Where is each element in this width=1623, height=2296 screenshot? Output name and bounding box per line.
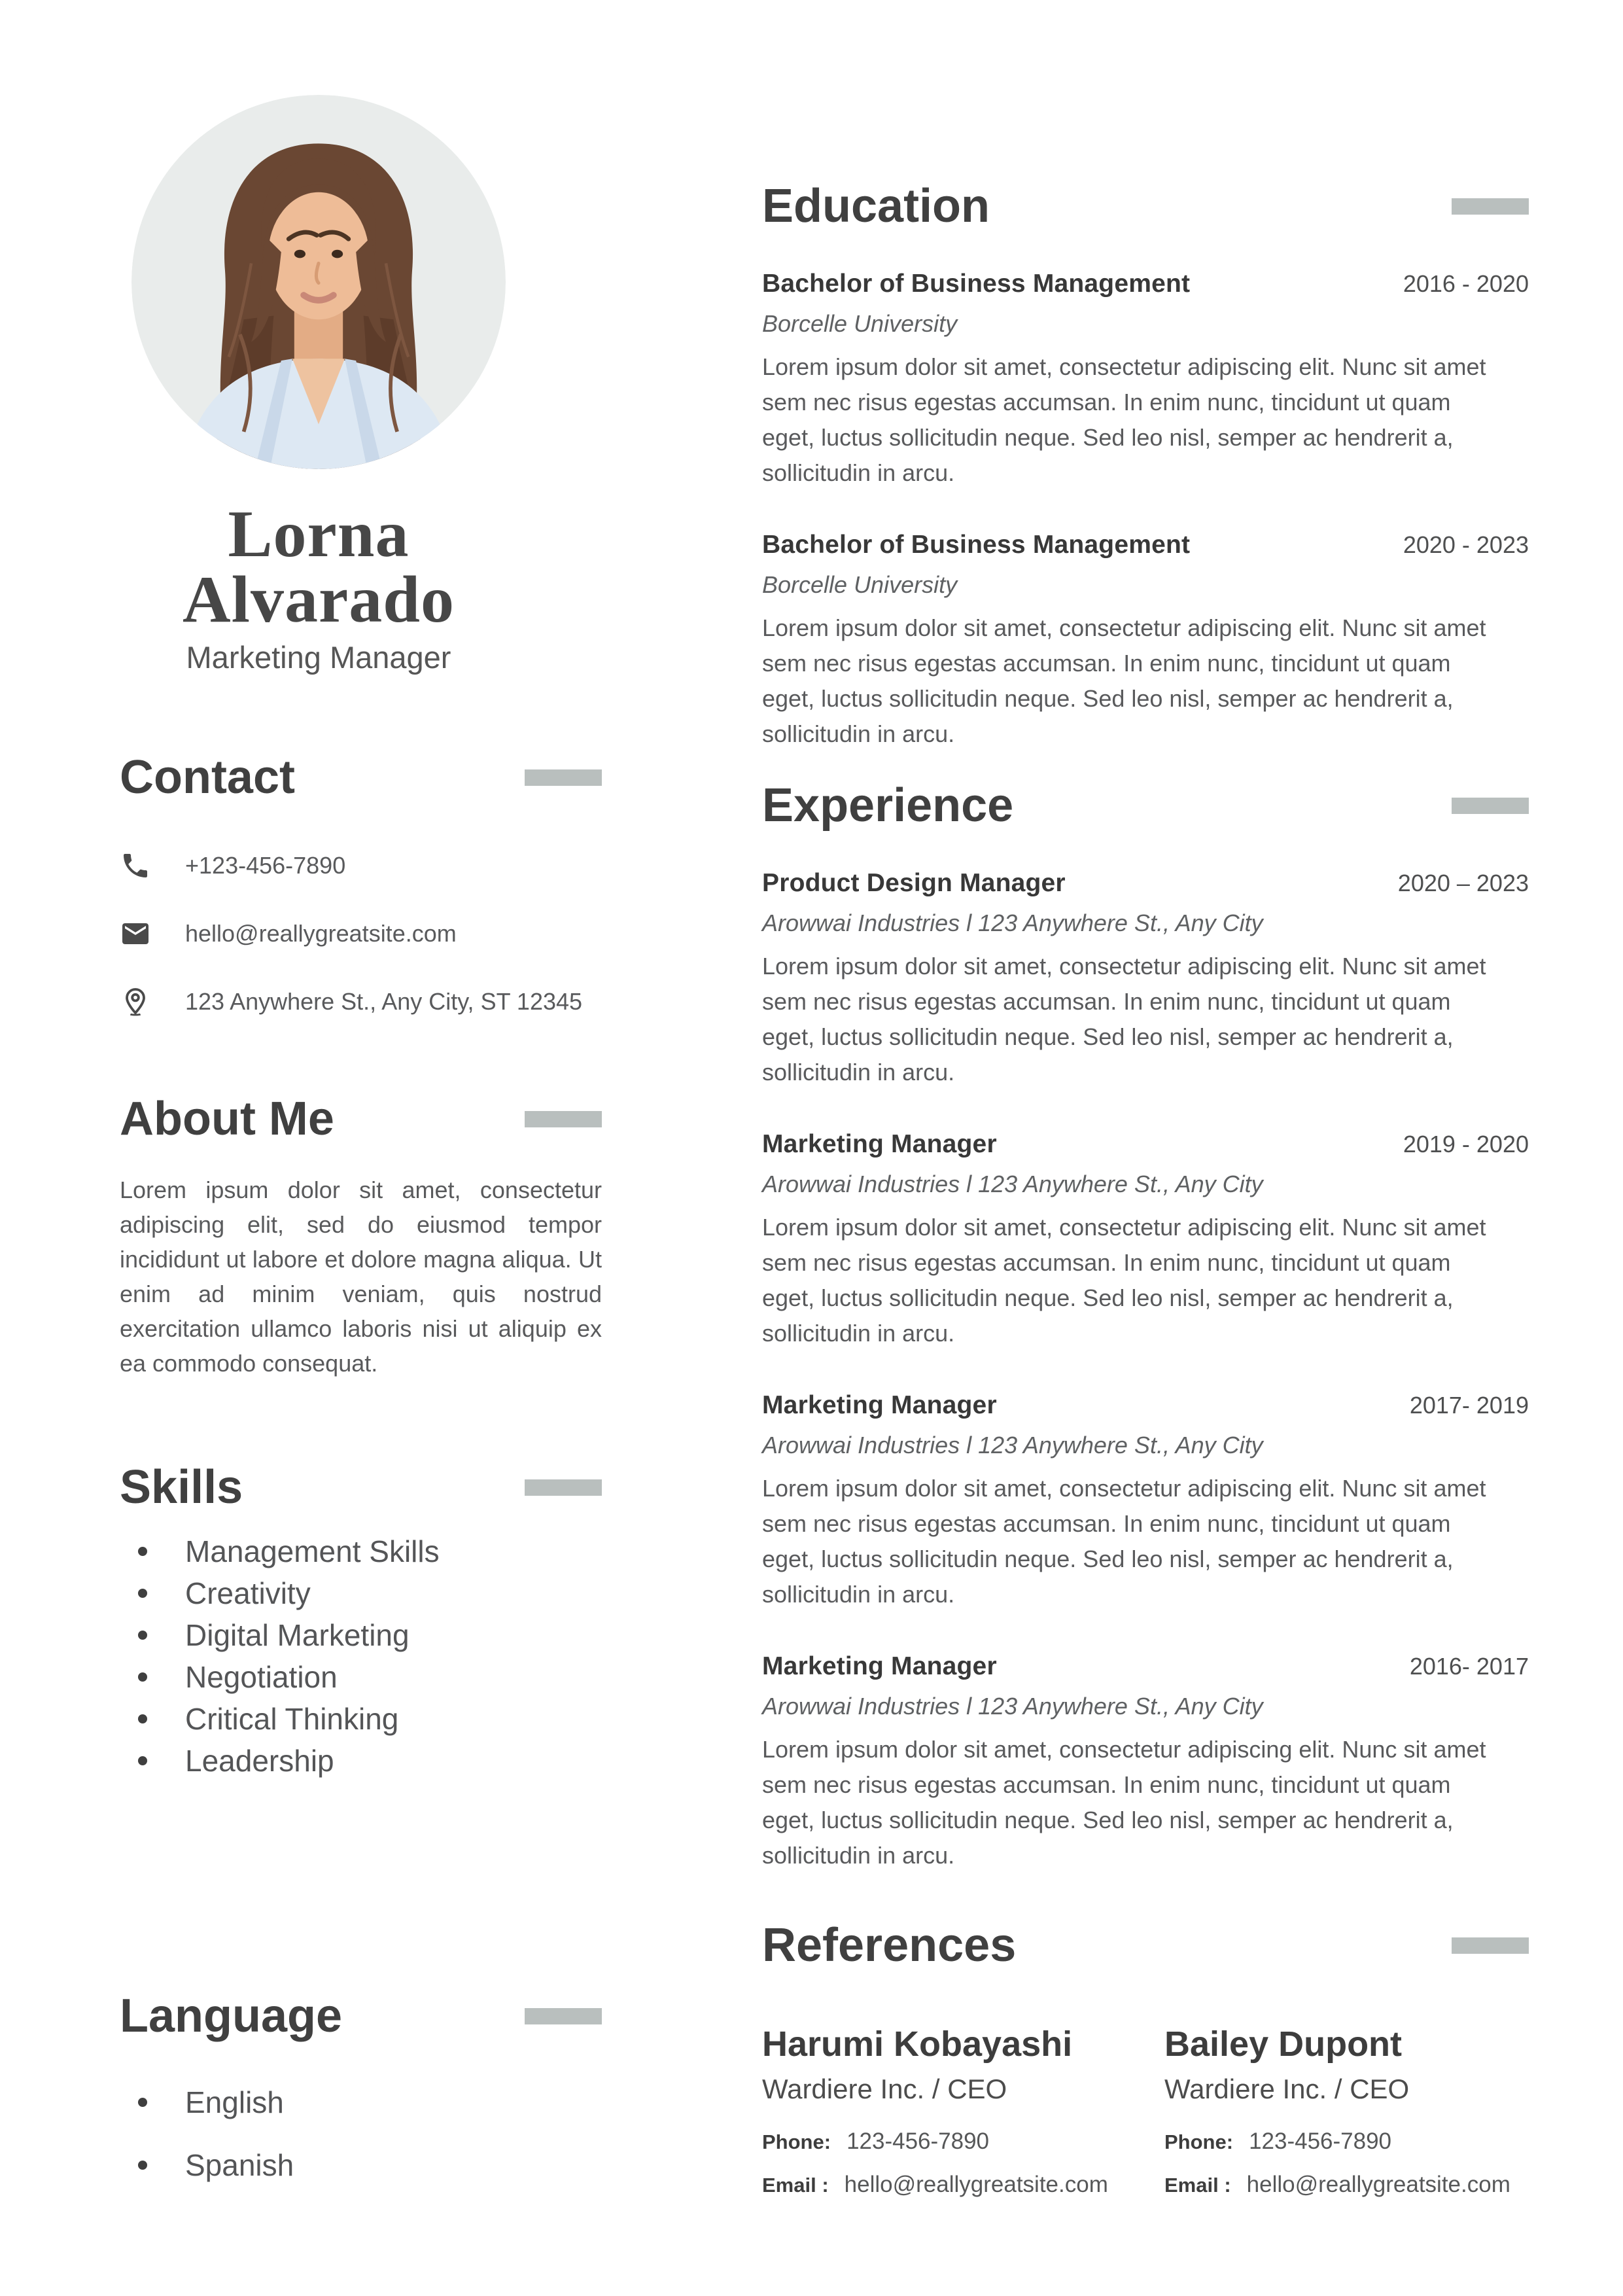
reference-company: Wardiere Inc. / CEO	[1164, 2074, 1410, 2104]
phone-icon	[120, 850, 151, 881]
reference-card	[1164, 2025, 1529, 2198]
entry-title-row	[762, 867, 1529, 899]
experience-entry	[762, 1650, 1529, 1873]
skill-item: Leadership	[120, 1740, 602, 1782]
date-range: 2019 - 2020	[1403, 1131, 1529, 1157]
experience-section	[762, 781, 1529, 1873]
reference-email-row	[762, 2172, 1164, 2198]
entry-description: Lorem ipsum dolor sit amet, consectetur adipiscing elit. Nunc sit amet sem nec risus egestas accumsan. In enim nunc, tincidunt ut quam eget, luctus sollicitudin neque. Sed leo nisl, semper ac hendrerit a, sollicitudin in arcu.	[762, 1475, 1486, 1608]
reference-name: Harumi Kobayashi	[762, 2024, 1073, 2064]
language-item: Spanish	[120, 2134, 602, 2197]
education-header	[762, 181, 1529, 231]
company-line: Arowwai Industries l 123 Anywhere St., Any City	[762, 1171, 1263, 1197]
portrait-illustration	[131, 95, 506, 469]
skill-item: Negotiation	[120, 1656, 602, 1698]
skills-heading: Skills	[120, 1461, 243, 1513]
education-section	[762, 181, 1529, 752]
role-title: Marketing Manager	[762, 1130, 997, 1158]
degree-title: Bachelor of Business Management	[762, 270, 1191, 298]
education-entry	[762, 268, 1529, 491]
experience-entry	[762, 867, 1529, 1090]
email-label: Email :	[1164, 2174, 1231, 2197]
about-header	[120, 1094, 602, 1144]
contact-item-phone	[120, 849, 602, 882]
role-title: Marketing Manager	[762, 1391, 997, 1419]
education-entry	[762, 529, 1529, 752]
reference-email-row	[1164, 2172, 1529, 2198]
email-value: hello@reallygreatsite.com	[844, 2172, 1108, 2197]
entry-title-row	[762, 268, 1529, 300]
entry-title-row	[762, 1650, 1529, 1682]
phone-value: 123-456-7890	[846, 2128, 990, 2154]
date-range: 2016 - 2020	[1403, 270, 1529, 297]
date-range: 2016- 2017	[1409, 1653, 1529, 1680]
contact-item-address	[120, 985, 602, 1018]
email-label: Email :	[762, 2174, 829, 2197]
right-column	[762, 0, 1529, 2198]
language-item: English	[120, 2071, 602, 2134]
about-text: Lorem ipsum dolor sit amet, consectetur adipiscing elit, sed do eiusmod tempor incididunt ut labore et dolore magna aliqua. Ut enim ad minim veniam, quis nostrud exercitation ullamco laboris nisi ut aliquip ex ea commodo consequat.	[120, 1176, 602, 1377]
references-grid	[762, 2025, 1529, 2198]
contact-header	[120, 752, 602, 802]
role-title: Product Design Manager	[762, 869, 1066, 897]
language-list	[120, 2071, 602, 2197]
references-header	[762, 1920, 1529, 1970]
reference-company: Wardiere Inc. / CEO	[762, 2074, 1007, 2104]
language-section	[120, 1991, 602, 2197]
skills-header	[120, 1462, 602, 1512]
references-heading: References	[762, 1919, 1017, 1971]
references-section	[762, 1920, 1529, 2198]
role-title: Marketing Manager	[762, 1652, 997, 1680]
contact-section	[120, 752, 602, 1018]
experience-header	[762, 781, 1529, 830]
left-column	[120, 0, 602, 2197]
contact-item-email	[120, 917, 602, 950]
skill-item: Creativity	[120, 1572, 602, 1614]
entry-title-row	[762, 1389, 1529, 1421]
date-range: 2017- 2019	[1409, 1392, 1529, 1419]
skill-item: Critical Thinking	[120, 1698, 602, 1740]
phone-value: 123-456-7890	[1249, 2128, 1392, 2154]
profile-photo	[131, 95, 506, 469]
contact-list	[120, 849, 602, 1018]
skill-item: Management Skills	[120, 1530, 602, 1572]
language-heading: Language	[120, 1990, 343, 2042]
email-icon	[120, 918, 151, 949]
skills-list	[120, 1530, 602, 1782]
reference-phone-row	[762, 2128, 1164, 2155]
section-accent-bar	[1452, 198, 1529, 215]
about-section	[120, 1094, 602, 1381]
entry-description: Lorem ipsum dolor sit amet, consectetur adipiscing elit. Nunc sit amet sem nec risus egestas accumsan. In enim nunc, tincidunt ut quam eget, luctus sollicitudin neque. Sed leo nisl, semper ac hendrerit a, sollicitudin in arcu.	[762, 953, 1486, 1086]
experience-heading: Experience	[762, 779, 1014, 832]
date-range: 2020 – 2023	[1397, 870, 1529, 896]
entry-description: Lorem ipsum dolor sit amet, consectetur adipiscing elit. Nunc sit amet sem nec risus egestas accumsan. In enim nunc, tincidunt ut quam eget, luctus sollicitudin neque. Sed leo nisl, semper ac hendrerit a, sollicitudin in arcu.	[762, 1736, 1486, 1869]
about-heading: About Me	[120, 1093, 334, 1145]
company-line: Arowwai Industries l 123 Anywhere St., Any City	[762, 1693, 1263, 1720]
skill-item: Digital Marketing	[120, 1614, 602, 1656]
email-value: hello@reallygreatsite.com	[1246, 2172, 1510, 2197]
section-accent-bar	[525, 1479, 602, 1496]
contact-phone-text: +123-456-7890	[185, 852, 346, 879]
date-range: 2020 - 2023	[1403, 531, 1529, 558]
entry-title-row	[762, 529, 1529, 561]
location-icon	[120, 986, 151, 1017]
entry-description: Lorem ipsum dolor sit amet, consectetur adipiscing elit. Nunc sit amet sem nec risus egestas accumsan. In enim nunc, tincidunt ut quam eget, luctus sollicitudin neque. Sed leo nisl, semper ac hendrerit a, sollicitudin in arcu.	[762, 353, 1486, 486]
school-name: Borcelle University	[762, 571, 958, 598]
section-accent-bar	[525, 2008, 602, 2024]
skills-section	[120, 1462, 602, 1782]
reference-card	[762, 2025, 1164, 2198]
section-accent-bar	[1452, 1937, 1529, 1954]
entry-description: Lorem ipsum dolor sit amet, consectetur adipiscing elit. Nunc sit amet sem nec risus egestas accumsan. In enim nunc, tincidunt ut quam eget, luctus sollicitudin neque. Sed leo nisl, semper ac hendrerit a, sollicitudin in arcu.	[762, 1214, 1486, 1347]
identity-block	[120, 497, 517, 675]
degree-title: Bachelor of Business Management	[762, 531, 1191, 559]
experience-entry	[762, 1389, 1529, 1612]
entry-title-row	[762, 1128, 1529, 1160]
school-name: Borcelle University	[762, 310, 958, 337]
education-heading: Education	[762, 180, 990, 232]
person-first-name: Lorna	[228, 497, 410, 571]
contact-address-text: 123 Anywhere St., Any City, ST 12345	[185, 988, 583, 1015]
phone-label: Phone:	[1164, 2130, 1234, 2153]
language-header	[120, 1991, 602, 2041]
section-accent-bar	[1452, 798, 1529, 814]
reference-phone-row	[1164, 2128, 1529, 2155]
experience-entry	[762, 1128, 1529, 1351]
company-line: Arowwai Industries l 123 Anywhere St., Any City	[762, 910, 1263, 936]
phone-label: Phone:	[762, 2130, 831, 2153]
contact-email-text: hello@reallygreatsite.com	[185, 920, 457, 947]
section-accent-bar	[525, 769, 602, 786]
entry-description: Lorem ipsum dolor sit amet, consectetur adipiscing elit. Nunc sit amet sem nec risus egestas accumsan. In enim nunc, tincidunt ut quam eget, luctus sollicitudin neque. Sed leo nisl, semper ac hendrerit a, sollicitudin in arcu.	[762, 614, 1486, 747]
reference-name: Bailey Dupont	[1164, 2024, 1403, 2064]
contact-heading: Contact	[120, 751, 295, 804]
person-job-title: Marketing Manager	[186, 640, 451, 675]
section-accent-bar	[525, 1111, 602, 1127]
person-last-name: Alvarado	[183, 563, 455, 637]
company-line: Arowwai Industries l 123 Anywhere St., Any City	[762, 1432, 1263, 1458]
